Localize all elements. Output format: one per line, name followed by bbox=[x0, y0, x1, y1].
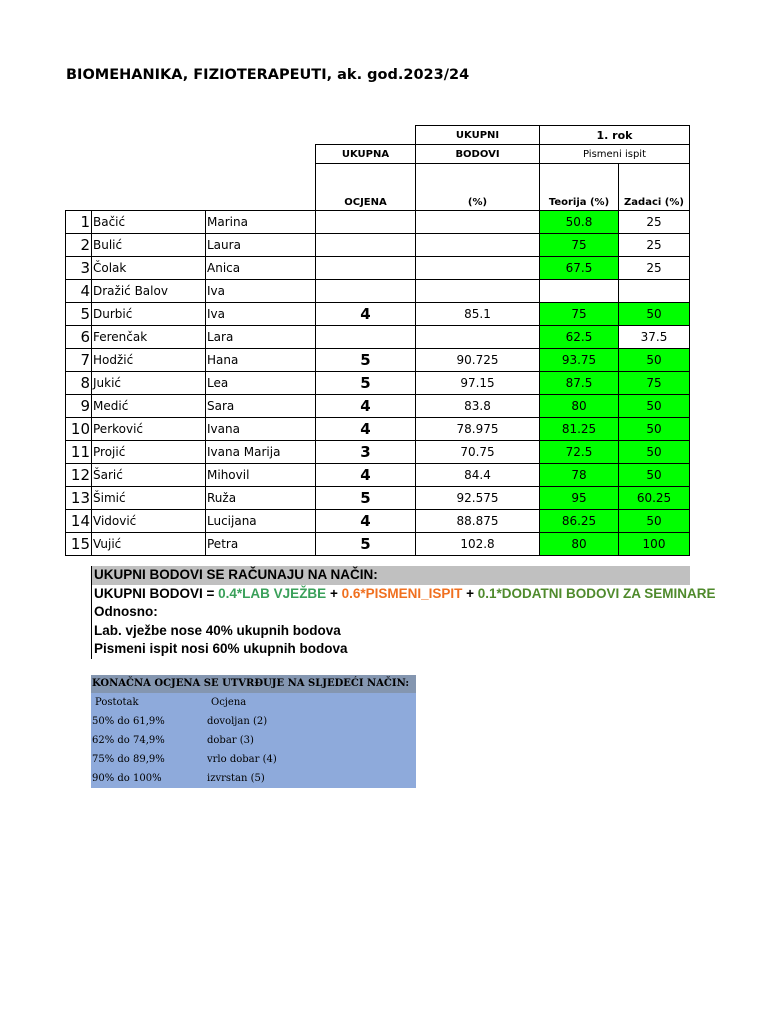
surname-cell: Bulić bbox=[92, 234, 206, 257]
total-points-cell bbox=[416, 211, 540, 234]
row-number: 12 bbox=[66, 464, 92, 487]
scale-col-percent: Postotak bbox=[95, 697, 139, 708]
scale-grade: dovoljan (2) bbox=[207, 716, 268, 727]
row-number: 4 bbox=[66, 280, 92, 303]
name-cell: Hana bbox=[206, 349, 316, 372]
scale-range: 50% do 61,9% bbox=[92, 716, 165, 727]
name-cell: Marina bbox=[206, 211, 316, 234]
surname-cell: Šimić bbox=[92, 487, 206, 510]
name-cell: Ruža bbox=[206, 487, 316, 510]
formula-line bbox=[92, 585, 716, 604]
scale-column-headers bbox=[91, 693, 416, 712]
surname-cell: Hodžić bbox=[92, 349, 206, 372]
grade-cell: 5 bbox=[316, 372, 416, 395]
header-teorija: Teorija (%) bbox=[540, 164, 619, 211]
formula-lab-note: Lab. vježbe nose 40% ukupnih bodova bbox=[94, 622, 341, 638]
surname-cell: Bačić bbox=[92, 211, 206, 234]
total-points-cell bbox=[416, 234, 540, 257]
table-row bbox=[66, 211, 690, 234]
row-number: 15 bbox=[66, 533, 92, 556]
zadaci-cell: 50 bbox=[619, 464, 690, 487]
grade-cell: 4 bbox=[316, 510, 416, 533]
formula-term-seminar: 0.1*DODATNI BODOVI ZA SEMINARE bbox=[477, 585, 716, 601]
total-points-cell bbox=[416, 257, 540, 280]
zadaci-cell: 50 bbox=[619, 349, 690, 372]
zadaci-cell: 50 bbox=[619, 510, 690, 533]
table-row bbox=[66, 418, 690, 441]
zadaci-cell: 50 bbox=[619, 303, 690, 326]
formula-plus-1: + bbox=[326, 585, 342, 601]
table-row bbox=[66, 349, 690, 372]
zadaci-cell: 25 bbox=[619, 211, 690, 234]
row-number: 1 bbox=[66, 211, 92, 234]
document-title: BIOMEHANIKA, FIZIOTERAPEUTI, ak. god.2023/24 bbox=[66, 67, 470, 83]
formula-lhs: UKUPNI BODOVI = bbox=[94, 585, 219, 601]
total-points-cell: 70.75 bbox=[416, 441, 540, 464]
table-row bbox=[66, 441, 690, 464]
table-row bbox=[66, 510, 690, 533]
name-cell: Iva bbox=[206, 303, 316, 326]
table-row bbox=[66, 303, 690, 326]
teorija-cell: 78 bbox=[540, 464, 619, 487]
grade-cell: 5 bbox=[316, 349, 416, 372]
total-points-cell bbox=[416, 326, 540, 349]
name-cell: Lea bbox=[206, 372, 316, 395]
scale-grade: dobar (3) bbox=[207, 735, 254, 746]
scale-range: 75% do 89,9% bbox=[92, 754, 165, 765]
table-row bbox=[66, 533, 690, 556]
row-number: 10 bbox=[66, 418, 92, 441]
row-number: 2 bbox=[66, 234, 92, 257]
zadaci-cell: 25 bbox=[619, 234, 690, 257]
scale-row bbox=[91, 731, 416, 750]
points-formula-box bbox=[91, 566, 716, 659]
surname-cell: Dražić Balov bbox=[92, 280, 206, 303]
teorija-cell: 95 bbox=[540, 487, 619, 510]
row-number: 13 bbox=[66, 487, 92, 510]
surname-cell: Projić bbox=[92, 441, 206, 464]
surname-cell: Jukić bbox=[92, 372, 206, 395]
scale-heading: KONAČNA OCJENA SE UTVRĐUJE NA SLJEDEĆI NAČIN: bbox=[91, 675, 416, 693]
grade-cell: 4 bbox=[316, 303, 416, 326]
table-row bbox=[66, 257, 690, 280]
row-number: 3 bbox=[66, 257, 92, 280]
teorija-cell: 86.25 bbox=[540, 510, 619, 533]
name-cell: Ivana Marija bbox=[206, 441, 316, 464]
scale-row bbox=[91, 769, 416, 788]
table-row bbox=[66, 372, 690, 395]
table-row bbox=[66, 464, 690, 487]
name-cell: Lucijana bbox=[206, 510, 316, 533]
zadaci-cell: 60.25 bbox=[619, 487, 690, 510]
table-row bbox=[66, 487, 690, 510]
table-row bbox=[66, 395, 690, 418]
row-number: 6 bbox=[66, 326, 92, 349]
formula-odnosno: Odnosno: bbox=[94, 604, 158, 619]
total-points-cell: 97.15 bbox=[416, 372, 540, 395]
zadaci-cell: 100 bbox=[619, 533, 690, 556]
teorija-cell: 80 bbox=[540, 395, 619, 418]
zadaci-cell: 50 bbox=[619, 441, 690, 464]
total-points-cell: 78.975 bbox=[416, 418, 540, 441]
grade-cell bbox=[316, 211, 416, 234]
name-cell: Lara bbox=[206, 326, 316, 349]
table-row bbox=[66, 234, 690, 257]
header-ukupna: UKUPNA bbox=[316, 145, 416, 164]
header-zadaci: Zadaci (%) bbox=[619, 164, 690, 211]
teorija-cell: 93.75 bbox=[540, 349, 619, 372]
formula-heading: UKUPNI BODOVI SE RAČUNAJU NA NAČIN: bbox=[92, 566, 690, 585]
grade-cell: 5 bbox=[316, 533, 416, 556]
zadaci-cell bbox=[619, 280, 690, 303]
surname-cell: Medić bbox=[92, 395, 206, 418]
surname-cell: Ferenčak bbox=[92, 326, 206, 349]
formula-plus-2: + bbox=[462, 585, 478, 601]
scale-range: 90% do 100% bbox=[92, 773, 162, 784]
scale-grade: izvrstan (5) bbox=[207, 773, 265, 784]
row-number: 11 bbox=[66, 441, 92, 464]
header-pismeni-ispit: Pismeni ispit bbox=[540, 145, 690, 164]
total-points-cell: 92.575 bbox=[416, 487, 540, 510]
zadaci-cell: 75 bbox=[619, 372, 690, 395]
header-ocjena: OCJENA bbox=[316, 164, 416, 211]
header-bodovi: BODOVI bbox=[416, 145, 540, 164]
teorija-cell: 80 bbox=[540, 533, 619, 556]
formula-exam-note: Pismeni ispit nosi 60% ukupnih bodova bbox=[94, 641, 348, 656]
grade-cell: 4 bbox=[316, 395, 416, 418]
grading-scale-box bbox=[91, 675, 416, 788]
name-cell: Mihovil bbox=[206, 464, 316, 487]
scale-grade: vrlo dobar (4) bbox=[207, 754, 277, 765]
teorija-cell: 87.5 bbox=[540, 372, 619, 395]
grade-cell: 4 bbox=[316, 418, 416, 441]
name-cell: Anica bbox=[206, 257, 316, 280]
grade-cell bbox=[316, 280, 416, 303]
total-points-cell: 90.725 bbox=[416, 349, 540, 372]
row-number: 14 bbox=[66, 510, 92, 533]
grade-cell: 4 bbox=[316, 464, 416, 487]
scale-range: 62% do 74,9% bbox=[92, 735, 165, 746]
teorija-cell: 75 bbox=[540, 234, 619, 257]
zadaci-cell: 25 bbox=[619, 257, 690, 280]
surname-cell: Vidović bbox=[92, 510, 206, 533]
total-points-cell: 102.8 bbox=[416, 533, 540, 556]
header-ukupni: UKUPNI bbox=[416, 126, 540, 145]
teorija-cell: 72.5 bbox=[540, 441, 619, 464]
total-points-cell: 88.875 bbox=[416, 510, 540, 533]
total-points-cell: 85.1 bbox=[416, 303, 540, 326]
header-percent: (%) bbox=[416, 164, 540, 211]
zadaci-cell: 50 bbox=[619, 395, 690, 418]
teorija-cell: 62.5 bbox=[540, 326, 619, 349]
surname-cell: Durbić bbox=[92, 303, 206, 326]
total-points-cell bbox=[416, 280, 540, 303]
table-row bbox=[66, 326, 690, 349]
teorija-cell: 75 bbox=[540, 303, 619, 326]
zadaci-cell: 37.5 bbox=[619, 326, 690, 349]
grade-cell: 3 bbox=[316, 441, 416, 464]
scale-row bbox=[91, 712, 416, 731]
name-cell: Sara bbox=[206, 395, 316, 418]
name-cell: Petra bbox=[206, 533, 316, 556]
grades-table bbox=[65, 125, 690, 556]
scale-col-grade: Ocjena bbox=[211, 697, 247, 708]
grade-cell bbox=[316, 257, 416, 280]
zadaci-cell: 50 bbox=[619, 418, 690, 441]
grade-cell bbox=[316, 326, 416, 349]
surname-cell: Šarić bbox=[92, 464, 206, 487]
formula-term-exam: 0.6*PISMENI_ISPIT bbox=[341, 585, 463, 601]
row-number: 7 bbox=[66, 349, 92, 372]
grade-cell bbox=[316, 234, 416, 257]
formula-term-lab: 0.4*LAB VJEŽBE bbox=[218, 585, 327, 601]
teorija-cell: 67.5 bbox=[540, 257, 619, 280]
row-number: 9 bbox=[66, 395, 92, 418]
grade-cell: 5 bbox=[316, 487, 416, 510]
surname-cell: Vujić bbox=[92, 533, 206, 556]
teorija-cell bbox=[540, 280, 619, 303]
total-points-cell: 83.8 bbox=[416, 395, 540, 418]
name-cell: Iva bbox=[206, 280, 316, 303]
table-row bbox=[66, 280, 690, 303]
surname-cell: Čolak bbox=[92, 257, 206, 280]
teorija-cell: 50.8 bbox=[540, 211, 619, 234]
total-points-cell: 84.4 bbox=[416, 464, 540, 487]
surname-cell: Perković bbox=[92, 418, 206, 441]
name-cell: Ivana bbox=[206, 418, 316, 441]
header-rok: 1. rok bbox=[540, 126, 690, 145]
row-number: 5 bbox=[66, 303, 92, 326]
name-cell: Laura bbox=[206, 234, 316, 257]
teorija-cell: 81.25 bbox=[540, 418, 619, 441]
scale-row bbox=[91, 750, 416, 769]
row-number: 8 bbox=[66, 372, 92, 395]
